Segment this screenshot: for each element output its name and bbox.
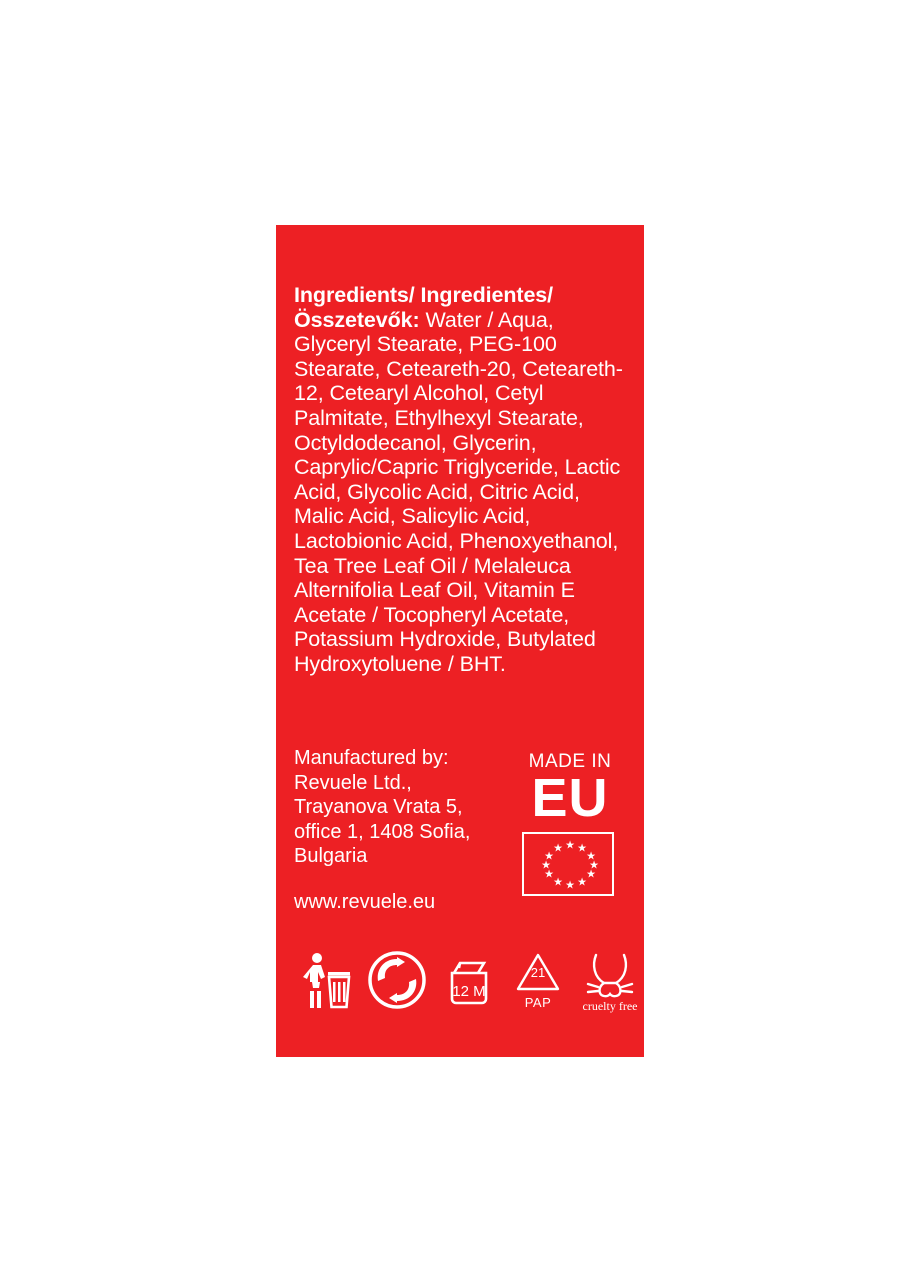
- manufacturer-block: [294, 746, 509, 869]
- manufacturer-line-5: Bulgaria: [294, 845, 368, 867]
- product-package-panel: [276, 225, 644, 1057]
- cruelty-free-label: cruelty free: [582, 999, 638, 1013]
- website-text: www.revuele.eu: [294, 891, 436, 913]
- pap-label: PAP: [524, 995, 552, 1010]
- eu-flag-icon: ★ ★ ★ ★ ★ ★ ★ ★ ★ ★ ★ ★: [522, 832, 614, 896]
- made-in-eu-badge: [522, 752, 618, 896]
- manufacturer-line-4: office 1, 1408 Sofia,: [294, 820, 471, 843]
- pap-number: 21: [530, 965, 546, 980]
- ingredients-list: Water / Aqua, Glyceryl Stearate, PEG-100 Stearate, Ceteareth-20, Ceteareth-12, Cetearyl Alcohol, Cetyl Palmitate, Ethylhexyl Stearate, Octyldodecanol, Glycerin, Caprylic/Capric Triglyceride, Lactic Acid, Glycolic Acid, Citric Acid, Malic Acid, Salicylic Acid, Lactobionic Acid, Phenoxyethanol, Tea Tree Leaf Oil / Melaleuca Alternifolia Leaf Oil, Vitamin E Acetate / Tocopheryl Acetate, Potassium Hydroxide, Butylated Hydroxytoluene / BHT.: [294, 307, 623, 676]
- packaging-symbols-row: [294, 947, 638, 1025]
- eu-text: EU: [531, 768, 609, 828]
- green-dot-recycle-icon: [368, 951, 426, 1009]
- cruelty-free-icon: [574, 951, 646, 1015]
- pao-text: 12 M: [452, 983, 486, 1000]
- manufacturer-line-3: Trayanova Vrata 5,: [294, 796, 463, 818]
- tidyman-icon: [300, 951, 352, 1011]
- period-after-opening-icon: [440, 957, 498, 1007]
- manufacturer-line-1: Manufactured by:: [294, 747, 449, 769]
- manufacturer-line-2: Revuele Ltd.,: [294, 771, 412, 794]
- made-in-text: MADE IN: [528, 751, 612, 772]
- pap-recycling-icon: [512, 951, 564, 1013]
- ingredients-block: [294, 283, 624, 677]
- ingredients-label: Ingredients/ Ingredientes/ Összetevők:: [294, 283, 554, 332]
